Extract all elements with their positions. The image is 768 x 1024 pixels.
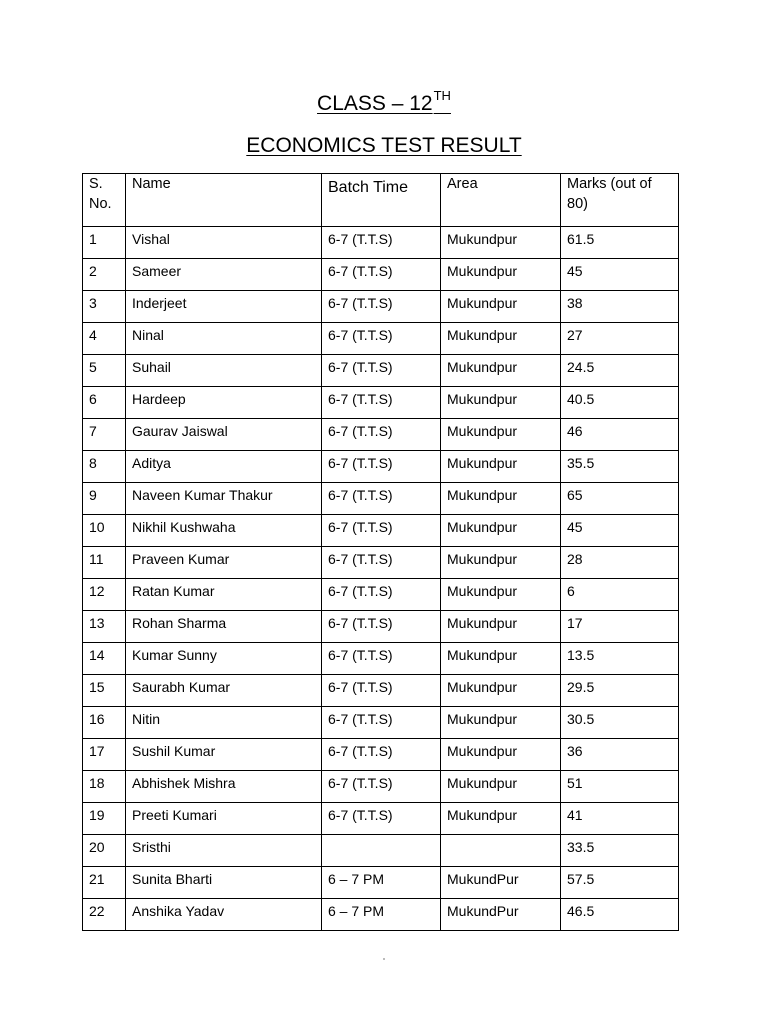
cell-area: Mukundpur bbox=[441, 387, 561, 419]
cell-batch-time: 6-7 (T.T.S) bbox=[322, 771, 441, 803]
cell-area: Mukundpur bbox=[441, 707, 561, 739]
cell-marks: 41 bbox=[561, 803, 679, 835]
cell-area: MukundPur bbox=[441, 867, 561, 899]
table-row bbox=[83, 355, 679, 387]
cell-name: Preeti Kumari bbox=[126, 803, 322, 835]
table-row bbox=[83, 323, 679, 355]
cell-batch-time: 6-7 (T.T.S) bbox=[322, 675, 441, 707]
cell-serial-number: 12 bbox=[83, 579, 126, 611]
cell-name: Sushil Kumar bbox=[126, 739, 322, 771]
cell-marks: 45 bbox=[561, 515, 679, 547]
cell-serial-number: 20 bbox=[83, 835, 126, 867]
results-table bbox=[82, 173, 679, 931]
cell-batch-time: 6-7 (T.T.S) bbox=[322, 419, 441, 451]
cell-marks: 45 bbox=[561, 259, 679, 291]
cell-marks: 57.5 bbox=[561, 867, 679, 899]
cell-marks: 13.5 bbox=[561, 643, 679, 675]
cell-area: Mukundpur bbox=[441, 291, 561, 323]
cell-name: Nikhil Kushwaha bbox=[126, 515, 322, 547]
table-row bbox=[83, 259, 679, 291]
cell-area: Mukundpur bbox=[441, 355, 561, 387]
cell-marks: 35.5 bbox=[561, 451, 679, 483]
table-row bbox=[83, 675, 679, 707]
cell-area: Mukundpur bbox=[441, 643, 561, 675]
cell-batch-time: 6 – 7 PM bbox=[322, 899, 441, 931]
cell-batch-time: 6-7 (T.T.S) bbox=[322, 291, 441, 323]
cell-batch-time: 6-7 (T.T.S) bbox=[322, 227, 441, 259]
table-row bbox=[83, 291, 679, 323]
cell-name: Naveen Kumar Thakur bbox=[126, 483, 322, 515]
page-speck bbox=[383, 958, 385, 960]
cell-batch-time: 6-7 (T.T.S) bbox=[322, 547, 441, 579]
header-row bbox=[83, 174, 679, 227]
table-row bbox=[83, 771, 679, 803]
cell-area: Mukundpur bbox=[441, 771, 561, 803]
table-row bbox=[83, 387, 679, 419]
cell-batch-time: 6-7 (T.T.S) bbox=[322, 515, 441, 547]
cell-name: Abhishek Mishra bbox=[126, 771, 322, 803]
cell-name: Aditya bbox=[126, 451, 322, 483]
cell-marks: 30.5 bbox=[561, 707, 679, 739]
cell-area: Mukundpur bbox=[441, 547, 561, 579]
table-row bbox=[83, 643, 679, 675]
cell-area: MukundPur bbox=[441, 899, 561, 931]
cell-batch-time: 6-7 (T.T.S) bbox=[322, 643, 441, 675]
cell-name: Inderjeet bbox=[126, 291, 322, 323]
table-row bbox=[83, 867, 679, 899]
class-heading-text: CLASS – 12 bbox=[317, 92, 433, 115]
cell-area: Mukundpur bbox=[441, 739, 561, 771]
cell-serial-number: 7 bbox=[83, 419, 126, 451]
cell-marks: 17 bbox=[561, 611, 679, 643]
cell-name: Hardeep bbox=[126, 387, 322, 419]
cell-batch-time: 6-7 (T.T.S) bbox=[322, 739, 441, 771]
cell-serial-number: 10 bbox=[83, 515, 126, 547]
cell-serial-number: 21 bbox=[83, 867, 126, 899]
cell-area: Mukundpur bbox=[441, 803, 561, 835]
cell-marks: 38 bbox=[561, 291, 679, 323]
table-row bbox=[83, 611, 679, 643]
cell-name: Praveen Kumar bbox=[126, 547, 322, 579]
table-row bbox=[83, 835, 679, 867]
cell-batch-time: 6-7 (T.T.S) bbox=[322, 323, 441, 355]
cell-marks: 29.5 bbox=[561, 675, 679, 707]
cell-serial-number: 4 bbox=[83, 323, 126, 355]
cell-area: Mukundpur bbox=[441, 419, 561, 451]
cell-serial-number: 15 bbox=[83, 675, 126, 707]
cell-marks: 51 bbox=[561, 771, 679, 803]
cell-batch-time: 6-7 (T.T.S) bbox=[322, 355, 441, 387]
cell-area: Mukundpur bbox=[441, 611, 561, 643]
cell-name: Vishal bbox=[126, 227, 322, 259]
cell-serial-number: 1 bbox=[83, 227, 126, 259]
cell-serial-number: 2 bbox=[83, 259, 126, 291]
table-row bbox=[83, 899, 679, 931]
cell-serial-number: 13 bbox=[83, 611, 126, 643]
cell-serial-number: 6 bbox=[83, 387, 126, 419]
cell-marks: 36 bbox=[561, 739, 679, 771]
cell-name: Anshika Yadav bbox=[126, 899, 322, 931]
cell-name: Sristhi bbox=[126, 835, 322, 867]
cell-serial-number: 9 bbox=[83, 483, 126, 515]
cell-area: Mukundpur bbox=[441, 227, 561, 259]
cell-marks: 24.5 bbox=[561, 355, 679, 387]
cell-marks: 46.5 bbox=[561, 899, 679, 931]
cell-name: Sameer bbox=[126, 259, 322, 291]
table-row bbox=[83, 451, 679, 483]
cell-batch-time: 6 – 7 PM bbox=[322, 867, 441, 899]
table-row bbox=[83, 579, 679, 611]
cell-name: Gaurav Jaiswal bbox=[126, 419, 322, 451]
header-name: Name bbox=[126, 174, 322, 227]
cell-batch-time: 6-7 (T.T.S) bbox=[322, 611, 441, 643]
cell-serial-number: 18 bbox=[83, 771, 126, 803]
cell-batch-time: 6-7 (T.T.S) bbox=[322, 483, 441, 515]
cell-marks: 27 bbox=[561, 323, 679, 355]
cell-batch-time: 6-7 (T.T.S) bbox=[322, 259, 441, 291]
cell-serial-number: 19 bbox=[83, 803, 126, 835]
cell-marks: 61.5 bbox=[561, 227, 679, 259]
header-batch-time: Batch Time bbox=[322, 174, 441, 227]
cell-area: Mukundpur bbox=[441, 323, 561, 355]
cell-area: Mukundpur bbox=[441, 675, 561, 707]
cell-serial-number: 22 bbox=[83, 899, 126, 931]
cell-serial-number: 8 bbox=[83, 451, 126, 483]
table-row bbox=[83, 483, 679, 515]
cell-name: Sunita Bharti bbox=[126, 867, 322, 899]
cell-batch-time: 6-7 (T.T.S) bbox=[322, 707, 441, 739]
cell-area: Mukundpur bbox=[441, 483, 561, 515]
cell-serial-number: 11 bbox=[83, 547, 126, 579]
cell-serial-number: 17 bbox=[83, 739, 126, 771]
cell-marks: 33.5 bbox=[561, 835, 679, 867]
cell-area bbox=[441, 835, 561, 867]
cell-name: Nitin bbox=[126, 707, 322, 739]
cell-serial-number: 14 bbox=[83, 643, 126, 675]
test-result-heading: ECONOMICS TEST RESULT bbox=[246, 134, 522, 157]
cell-name: Rohan Sharma bbox=[126, 611, 322, 643]
cell-serial-number: 3 bbox=[83, 291, 126, 323]
cell-batch-time: 6-7 (T.T.S) bbox=[322, 451, 441, 483]
cell-serial-number: 5 bbox=[83, 355, 126, 387]
cell-marks: 40.5 bbox=[561, 387, 679, 419]
cell-marks: 65 bbox=[561, 483, 679, 515]
cell-batch-time bbox=[322, 835, 441, 867]
cell-name: Ninal bbox=[126, 323, 322, 355]
class-heading bbox=[0, 88, 768, 115]
cell-area: Mukundpur bbox=[441, 579, 561, 611]
header-area: Area bbox=[441, 174, 561, 227]
cell-name: Kumar Sunny bbox=[126, 643, 322, 675]
class-heading-superscript: TH bbox=[433, 88, 451, 103]
table-row bbox=[83, 419, 679, 451]
table-row bbox=[83, 547, 679, 579]
table-row bbox=[83, 227, 679, 259]
header-serial-number: S. No. bbox=[83, 174, 126, 227]
cell-area: Mukundpur bbox=[441, 259, 561, 291]
cell-serial-number: 16 bbox=[83, 707, 126, 739]
cell-batch-time: 6-7 (T.T.S) bbox=[322, 579, 441, 611]
cell-area: Mukundpur bbox=[441, 515, 561, 547]
table-row bbox=[83, 515, 679, 547]
table-row bbox=[83, 707, 679, 739]
table-row bbox=[83, 803, 679, 835]
cell-batch-time: 6-7 (T.T.S) bbox=[322, 803, 441, 835]
cell-batch-time: 6-7 (T.T.S) bbox=[322, 387, 441, 419]
cell-marks: 28 bbox=[561, 547, 679, 579]
cell-name: Saurabh Kumar bbox=[126, 675, 322, 707]
cell-area: Mukundpur bbox=[441, 451, 561, 483]
cell-marks: 6 bbox=[561, 579, 679, 611]
header-marks: Marks (out of 80) bbox=[561, 174, 679, 227]
cell-name: Ratan Kumar bbox=[126, 579, 322, 611]
table-row bbox=[83, 739, 679, 771]
cell-marks: 46 bbox=[561, 419, 679, 451]
cell-name: Suhail bbox=[126, 355, 322, 387]
